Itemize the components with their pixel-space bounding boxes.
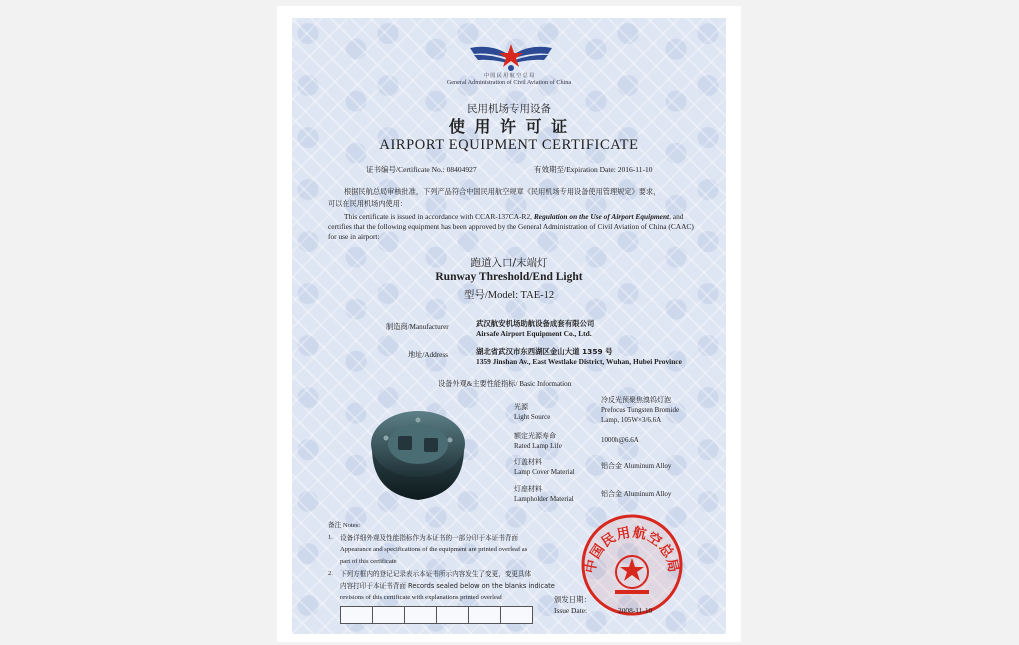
notes-title: 备注 Notes:: [328, 522, 361, 529]
spec-1-label-cn: 光源: [514, 403, 528, 411]
revision-box: [404, 606, 437, 624]
spec-2-label-en: Rated Lamp Life: [514, 442, 562, 450]
intro-cn-line1: 根据民航总局审核批准，下列产品符合中国民用航空规章《民用机场专用设备使用管理规定》要求，: [344, 188, 661, 196]
note-2-number: 2.: [328, 570, 333, 577]
intro-en-post: , and certifies that the following equipment has been approved by the General Administration of Civil Aviation of China (CAAC) for use in airport:: [328, 212, 694, 242]
product-model: [292, 291, 726, 302]
spec-2-value: 1000h@6.6A: [601, 436, 639, 444]
note-2-cn: 下列方框内的登记记录表示本证书所示内容发生了变更，变更具体: [340, 570, 532, 578]
expiration-date: [534, 166, 652, 174]
revision-box: [500, 606, 533, 624]
revision-record-boxes: [340, 606, 532, 624]
address-cn: 湖北省武汉市东西湖区金山大道 1359 号: [476, 347, 613, 356]
spec-2-label-cn: 额定光源寿命: [514, 432, 556, 440]
spec-1-label-en: Light Source: [514, 413, 551, 421]
agency-name-cn: 中 国 民 用 航 空 总 局: [483, 73, 535, 79]
title-cn: 使 用 许 可 证: [448, 117, 570, 136]
spec-1-value-1: 冷反光预聚焦溴钨灯泡: [601, 396, 671, 404]
revision-box: [468, 606, 501, 624]
product-name-cn: 跑道入口/末端灯: [470, 257, 548, 269]
address-label: 地址/Address: [408, 351, 448, 359]
spec-4-label-en: Lampholder Material: [514, 495, 574, 503]
note-1-cn: 设备详细外观及性能指标作为本证书的一部分印于本证书背面: [340, 534, 519, 542]
spec-4-value: 铝合金 Aluminum Alloy: [601, 490, 672, 498]
revision-box: [372, 606, 405, 624]
address-en: 1359 Jinshan Av., East Westlake District, Wuhan, Hubei Province: [476, 357, 682, 366]
spec-3-label-cn: 灯盖材料: [514, 458, 542, 466]
certificate: [292, 18, 726, 634]
title-cn-small: 民用机场专用设备: [467, 103, 551, 115]
manufacturer-name-en: Airsafe Airport Equipment Co., Ltd.: [476, 329, 592, 338]
note-1-number: 1.: [328, 534, 333, 541]
intro-cn-line2: 可以在民用机场内使用：: [328, 200, 408, 208]
runway-light-photo: [366, 396, 470, 508]
manufacturer-name-cn: 武汉航安机场助航设备成套有限公司: [476, 319, 595, 328]
agency-name-en: General Administration of Civil Aviation of China: [446, 79, 572, 86]
note-2-cn-2: 内容打印于本证书背面 Records sealed below on the blanks indicate: [340, 582, 555, 590]
issue-date-label-en: Issue Date:: [554, 606, 588, 615]
note-1-en-1: Appearance and specifications of the equipment are printed overleaf as: [340, 546, 528, 553]
basic-info-title: 设备外观&主要性能指标/ Basic Information: [438, 380, 572, 388]
expiry-label: 有效期至/Expiration Date:: [534, 165, 616, 174]
spec-3-label-en: Lamp Cover Material: [514, 468, 575, 476]
revision-box: [436, 606, 469, 624]
official-seal: [579, 512, 685, 618]
seal-text: 中国民用航空总局: [582, 524, 682, 575]
expiry-value: 2016-11-10: [617, 165, 653, 174]
manufacturer-label: 制造商/Manufacturer: [386, 323, 449, 331]
issue-date-value: 2008-11-10: [618, 606, 653, 615]
note-2-en: revisions of this certificate with explanations printed overleaf: [340, 594, 503, 601]
spec-3-value: 铝合金 Aluminum Alloy: [601, 462, 672, 470]
cert-no-value: 08404927: [446, 165, 477, 174]
caac-wings-emblem: [468, 40, 554, 74]
cert-no-label: 证书编号/Certificate No.:: [366, 165, 445, 174]
revision-box: [340, 606, 373, 624]
certificate-number: [366, 166, 477, 174]
issue-date-label-cn: 颁发日期：: [554, 595, 591, 604]
intro-en-pre: This certificate is issued in accordance with CCAR-137CA-R2,: [344, 212, 534, 221]
intro-en-regulation: Regulation on the Use of Airport Equipment: [533, 212, 670, 221]
model-label: 型号/Model:: [463, 290, 519, 301]
note-1-en-2: part of this certificate: [340, 558, 397, 565]
model-value: TAE-12: [520, 290, 555, 301]
spec-1-value-3: Lamp, 105W×3/6.6A: [601, 416, 662, 424]
product-name-en: Runway Threshold/End Light: [435, 271, 583, 283]
title-en: AIRPORT EQUIPMENT CERTIFICATE: [379, 137, 639, 153]
spec-1-value-2: Prefocus Tungsten Bromide: [601, 406, 680, 414]
intro-en: [328, 212, 704, 243]
spec-4-label-cn: 灯座材料: [514, 485, 542, 493]
